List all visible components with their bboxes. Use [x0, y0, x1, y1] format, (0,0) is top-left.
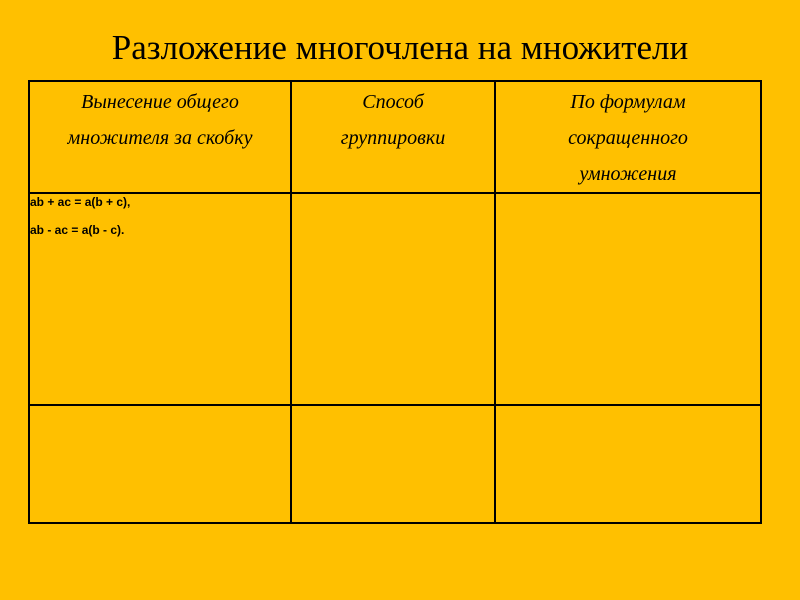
header-label: Способ группировки: [340, 91, 446, 149]
table-row: [29, 193, 761, 405]
slide-title: Разложение многочлена на множители: [111, 28, 689, 67]
cell-empty: [495, 405, 761, 523]
formula-line: ab + ac = a(b + c),: [30, 195, 131, 209]
factoring-methods-table: [28, 80, 762, 524]
header-grouping: [291, 81, 495, 193]
table-header-row: [29, 81, 761, 193]
header-common-factor: [29, 81, 291, 193]
cell-empty: [291, 405, 495, 523]
header-formulas: [495, 81, 761, 193]
cell-empty: [29, 405, 291, 523]
cell-common-factor-formulas: [29, 193, 291, 405]
formula-line: ab - ac = a(b - c).: [30, 223, 125, 237]
header-label: Вынесение общего множителя за скобку: [67, 91, 253, 149]
header-label: По формулам сокращенного умножения: [568, 91, 688, 185]
cell-grouping-empty: [291, 193, 495, 405]
table-row: [29, 405, 761, 523]
cell-formulas-empty: [495, 193, 761, 405]
